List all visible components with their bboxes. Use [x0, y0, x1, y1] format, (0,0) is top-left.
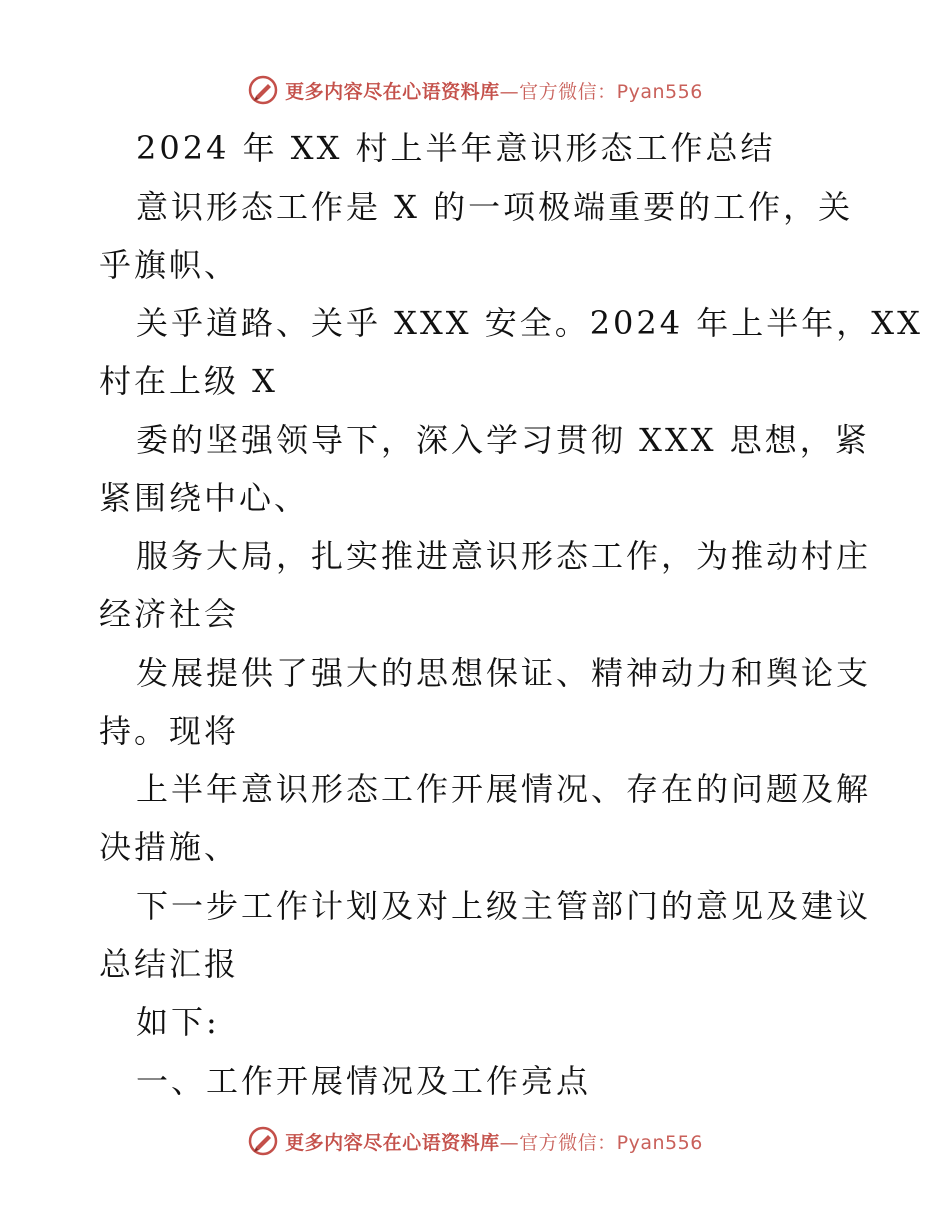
body-line: 总结汇报 — [99, 945, 240, 983]
body-line: 服务大局，扎实推进意识形态工作，为推动村庄 — [136, 537, 872, 575]
body-line: 关乎道路、关乎 XXX 安全。2024 年上半年，XX — [136, 304, 923, 342]
body-line: 村在上级 X — [99, 362, 278, 400]
pen-logo-icon — [247, 74, 279, 106]
document-title: 2024 年 XX 村上半年意识形态工作总结 — [136, 129, 776, 167]
watermark-sub: —官方微信：Pyan556 — [499, 1131, 703, 1154]
section-heading: 一、工作开展情况及工作亮点 — [136, 1062, 592, 1100]
body-line: 上半年意识形态工作开展情况、存在的问题及解 — [136, 770, 872, 808]
watermark-main: 更多内容尽在心语资料库 — [285, 1131, 500, 1154]
watermark-text — [285, 77, 703, 104]
body-line: 如下: — [136, 1003, 220, 1041]
body-line: 持。现将 — [99, 712, 240, 750]
footer-watermark — [0, 1121, 950, 1161]
header-watermark — [0, 70, 950, 110]
pen-logo-icon — [247, 1125, 279, 1157]
watermark-sub: —官方微信：Pyan556 — [499, 80, 703, 103]
body-line: 乎旗帜、 — [99, 246, 240, 284]
watermark-text — [285, 1128, 703, 1155]
body-line: 决措施、 — [99, 828, 240, 866]
body-line: 委的坚强领导下，深入学习贯彻 XXX 思想，紧 — [136, 421, 870, 459]
body-line: 意识形态工作是 X 的一项极端重要的工作，关 — [136, 188, 854, 226]
body-line: 经济社会 — [99, 595, 240, 633]
body-line: 发展提供了强大的思想保证、精神动力和舆论支 — [136, 654, 872, 692]
watermark-main: 更多内容尽在心语资料库 — [285, 80, 500, 103]
body-line: 紧围绕中心、 — [99, 479, 310, 517]
body-line: 下一步工作计划及对上级主管部门的意见及建议 — [136, 887, 872, 925]
